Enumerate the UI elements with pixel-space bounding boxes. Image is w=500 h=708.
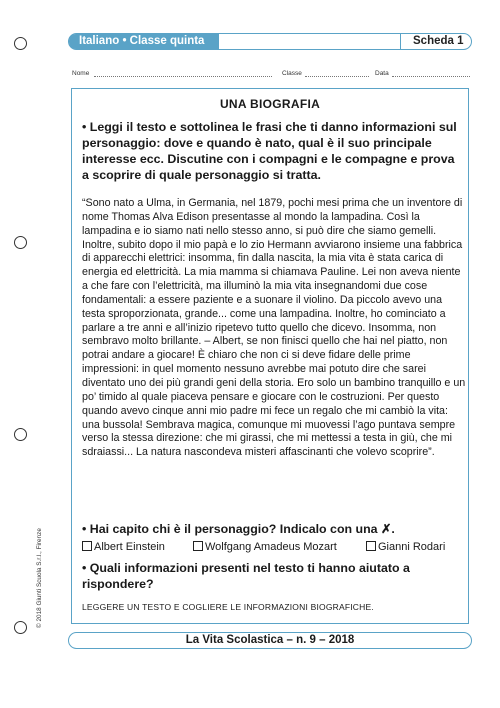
checkbox-icon[interactable] <box>82 541 92 551</box>
binder-hole-4 <box>14 621 27 634</box>
name-field[interactable] <box>94 76 272 77</box>
option-label: Wolfgang Amadeus Mozart <box>205 541 337 553</box>
option-einstein[interactable] <box>82 541 165 553</box>
header-bar <box>68 33 472 50</box>
worksheet-box <box>71 88 469 624</box>
class-label: Classe <box>282 70 302 77</box>
checkbox-icon[interactable] <box>366 541 376 551</box>
option-rodari[interactable] <box>366 541 445 553</box>
question-clues: • Quali informazioni presenti nel testo ti hanno aiutato a rispondere? <box>82 561 410 591</box>
checkbox-icon[interactable] <box>193 541 203 551</box>
task-instructions: • Leggi il testo e sottolinea le frasi che ti danno informazioni sul personaggio: dove e quando è nato, qual è il suo principale interesse ecc. Discutine con i compagni e le compagne e prova a scoprire di quale personaggio si tratta. <box>82 120 457 182</box>
class-field[interactable] <box>305 76 369 77</box>
date-field[interactable] <box>392 76 470 77</box>
sheet-label-box <box>400 34 471 49</box>
binder-hole-2 <box>14 236 27 249</box>
skill-objective: LEGGERE UN TESTO E COGLIERE LE INFORMAZIONI BIOGRAFICHE. <box>82 602 374 612</box>
biography-text: “Sono nato a Ulma, in Germania, nel 1879, pochi mesi prima che un inventore di nome Thomas Alva Edison presentasse al mondo la lampadina. Così la lampadina e io siamo nati nello stesso anno, si può dire che siamo gemelli. Inoltre, subito dopo il mio papà e lo zio Hermann avviarono insieme una fabbrica di apparecchi elettrici: insomma, fin dalla nascita, la mia vita è stata carica di energia ed elettricità. La mia mamma si chiamava Pauline. Lei non aveva niente a che fare con l’elettricità, ma illuminò la mia vita insegnandomi due cose fondamentali: a essere paziente e a suonare il violino. Da piccolo avevo una testa sproporzionata, grande... come una lampadina. Inoltre, ho cominciato a parlare a tre anni e all’inizio ripetevo tutto quello che dicevo. Insomma, non sembravo molto brillante. – Albert, se non finisci quello che hai nel piatto, non potrai andare a giocare! È chiaro che non ci si deve fidare delle prime impressioni: in quel momento nessuno avrebbe mai potuto dire che sarei diventato uno dei più grandi geni della storia. Ero solo un bambino tranquillo e un po’ timido al quale piaceva pensare e giocare con le costruzioni. Per questo quando avevo cinque anni mio padre mi fece un regalo che mi cambiò la vita: una bussola! Sembrava magica, comunque mi muovessi l’ago puntava sempre verso la stessa direzione: che mi girassi, che mi mettessi a testa in giù, che mi sdraiassi... La natura nascondeva misteri affascinanti che volevo scoprire”. <box>82 197 466 459</box>
header-title: Italiano • Classe quinta <box>79 35 205 47</box>
footer-bar: La Vita Scolastica – n. 9 – 2018 <box>68 632 472 649</box>
date-label: Data <box>375 70 389 77</box>
copyright-credit: © 2018 Giunti Scuola S.r.l., Firenze <box>36 528 43 628</box>
page-title: UNA BIOGRAFIA <box>219 97 321 111</box>
binder-hole-1 <box>14 37 27 50</box>
option-label: Albert Einstein <box>94 541 165 553</box>
header-tab <box>69 34 219 49</box>
option-label: Gianni Rodari <box>378 541 446 553</box>
question-identify: • Hai capito chi è il personaggio? Indicalo con una ✗. <box>82 522 395 536</box>
option-mozart[interactable] <box>193 541 337 553</box>
sheet-label: Scheda 1 <box>413 35 464 47</box>
binder-hole-3 <box>14 428 27 441</box>
name-label: Nome <box>72 70 90 77</box>
